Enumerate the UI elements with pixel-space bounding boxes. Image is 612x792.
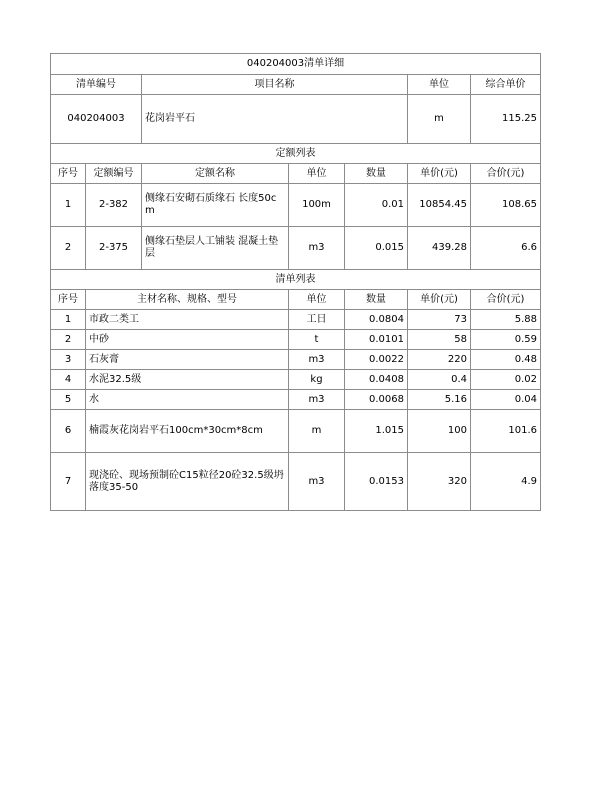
item-code: 040204003 [51,95,142,144]
quota-name-header: 定额名称 [142,164,289,184]
material-name: 楠霞灰花岗岩平石100cm*30cm*8cm [86,410,289,453]
item-price: 115.25 [471,95,541,144]
material-total: 0.02 [471,370,541,390]
quota-row [51,227,541,270]
quota-total: 6.6 [471,227,541,270]
material-unit: m3 [289,390,345,410]
material-qty: 1.015 [345,410,408,453]
material-row [51,370,541,390]
material-unit: 工日 [289,310,345,330]
material-unit: m [289,410,345,453]
material-no: 3 [51,350,86,370]
quota-unit-header: 单位 [289,164,345,184]
material-row [51,310,541,330]
quota-price: 10854.45 [408,184,471,227]
material-no: 5 [51,390,86,410]
title-row [51,54,541,75]
material-unit: m3 [289,453,345,511]
material-name-header: 主材名称、规格、型号 [86,290,289,310]
material-total: 0.59 [471,330,541,350]
material-qty: 0.0068 [345,390,408,410]
material-qty: 0.0804 [345,310,408,330]
item-row [51,95,541,144]
quota-total-header: 合价(元) [471,164,541,184]
material-total: 0.04 [471,390,541,410]
quota-code-header: 定额编号 [86,164,142,184]
material-unit: kg [289,370,345,390]
quota-name: 侧缘石安砌石质缘石 长度50cm [142,184,289,227]
quota-row [51,184,541,227]
quota-code: 2-375 [86,227,142,270]
quota-unit: 100m [289,184,345,227]
quota-header-row [51,164,541,184]
quota-qty-header: 数量 [345,164,408,184]
material-qty: 0.0101 [345,330,408,350]
material-price: 320 [408,453,471,511]
material-price: 73 [408,310,471,330]
material-name: 现浇砼、现场预制砼C15粒径20砼32.5级坍落度35-50 [86,453,289,511]
quota-no-header: 序号 [51,164,86,184]
material-section-row [51,270,541,290]
quota-section-row [51,144,541,164]
item-name-header: 项目名称 [142,75,408,95]
material-section-title: 清单列表 [51,270,541,290]
material-row [51,453,541,511]
quota-name: 侧缘石垫层人工铺装 混凝土垫层 [142,227,289,270]
quota-code: 2-382 [86,184,142,227]
material-price: 0.4 [408,370,471,390]
item-name: 花岗岩平石 [142,95,408,144]
material-qty: 0.0408 [345,370,408,390]
quota-qty: 0.015 [345,227,408,270]
material-price: 58 [408,330,471,350]
material-row [51,410,541,453]
material-qty: 0.0022 [345,350,408,370]
material-no: 7 [51,453,86,511]
quota-no: 2 [51,227,86,270]
material-name: 水泥32.5级 [86,370,289,390]
material-total: 101.6 [471,410,541,453]
item-code-header: 清单编号 [51,75,142,95]
quota-qty: 0.01 [345,184,408,227]
material-total-header: 合价(元) [471,290,541,310]
item-price-header: 综合单价 [471,75,541,95]
material-qty-header: 数量 [345,290,408,310]
item-unit-header: 单位 [408,75,471,95]
material-row [51,350,541,370]
material-total: 0.48 [471,350,541,370]
material-header-row [51,290,541,310]
material-name: 中砂 [86,330,289,350]
material-unit: m3 [289,350,345,370]
material-unit: t [289,330,345,350]
material-price-header: 单价(元) [408,290,471,310]
material-total: 4.9 [471,453,541,511]
material-name: 水 [86,390,289,410]
material-no: 1 [51,310,86,330]
material-unit-header: 单位 [289,290,345,310]
item-unit: m [408,95,471,144]
quota-price-header: 单价(元) [408,164,471,184]
material-price: 220 [408,350,471,370]
material-row [51,330,541,350]
bill-detail-table [50,53,541,511]
material-price: 100 [408,410,471,453]
material-no: 6 [51,410,86,453]
material-row [51,390,541,410]
quota-price: 439.28 [408,227,471,270]
item-header-row [51,75,541,95]
quota-unit: m3 [289,227,345,270]
material-name: 石灰膏 [86,350,289,370]
material-no-header: 序号 [51,290,86,310]
material-qty: 0.0153 [345,453,408,511]
material-total: 5.88 [471,310,541,330]
quota-total: 108.65 [471,184,541,227]
material-name: 市政二类工 [86,310,289,330]
sheet-title: 040204003清单详细 [51,54,541,75]
material-price: 5.16 [408,390,471,410]
material-no: 4 [51,370,86,390]
material-no: 2 [51,330,86,350]
quota-no: 1 [51,184,86,227]
quota-section-title: 定额列表 [51,144,541,164]
